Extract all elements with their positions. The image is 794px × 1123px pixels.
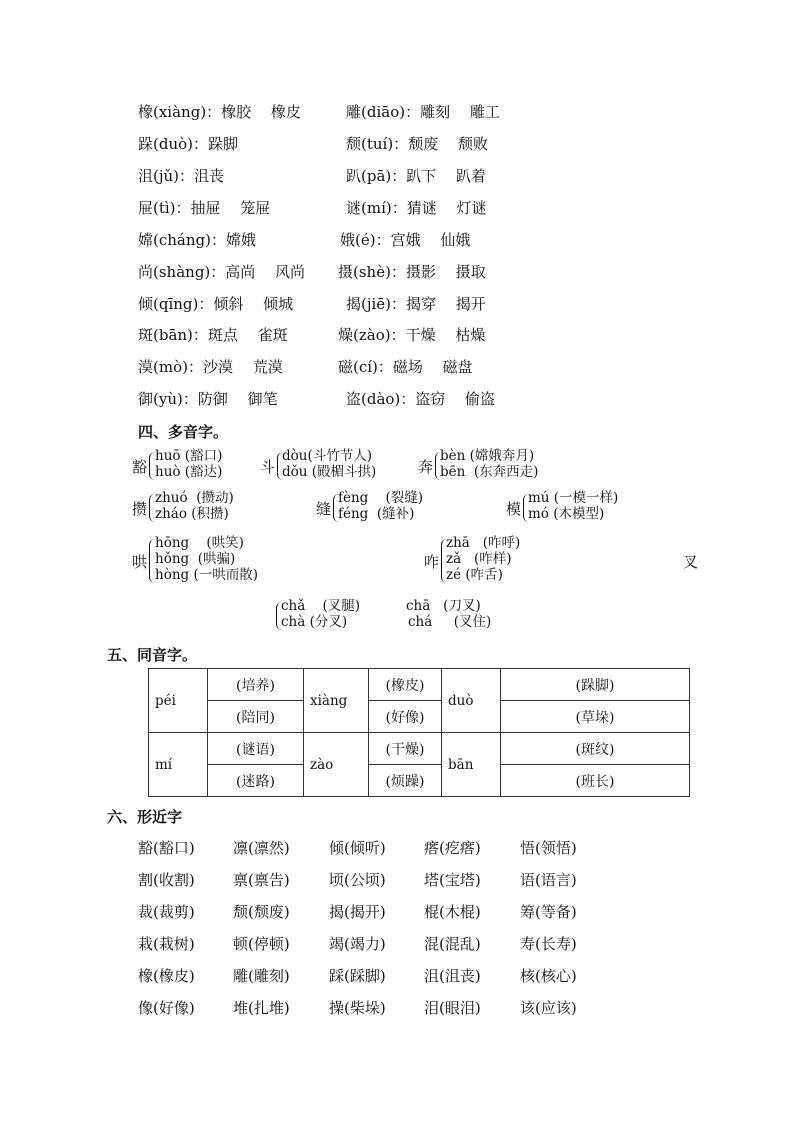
polyphone-reading: chā (刀叉) [406,598,481,614]
polyphone-reading: zé (咋舌) [446,567,503,583]
polyphone-reading: dòu(斗竹节人) [282,448,372,464]
similar-item: 橡(橡皮) [138,967,195,985]
polyphone-char: 豁 [132,458,148,476]
similar-item: 操(柴垛) [329,999,386,1017]
similar-item: 堆(扎堆) [233,999,290,1017]
word-cell: (斑纹) [501,733,690,765]
polyphone-char: 咋 [424,553,440,571]
similar-item: 泪(眼泪) [424,999,481,1017]
similar-item: 豁(豁口) [138,839,195,857]
word-entry-right: 谜(mí)：猜谜 灯谜 [346,199,487,217]
word-entry-left: 漠(mò)：沙漠 荒漠 [138,358,283,376]
word-entry-right: 揭(jiē)：揭穿 揭开 [346,295,486,313]
word-cell: (烦躁) [369,765,442,797]
word-cell: (好像) [369,701,442,733]
word-entry-left: 御(yù)：防御 御笔 [138,390,278,408]
word-entry-left: 沮(jǔ)：沮丧 [138,167,225,185]
similar-item: 揭(揭开) [329,903,386,921]
word-entry-right: 磁(cí)：磁场 磁盘 [338,358,473,376]
polyphone-reading: mó (木模型) [528,506,605,522]
similar-item: 语(语言) [520,871,577,889]
word-entry-right: 摄(shè)：摄影 摄取 [338,263,486,281]
polyphone-reading: hōng (哄笑) [155,535,244,551]
polyphone-reading: bèn (嫦娥奔月) [440,448,535,464]
similar-item: 雕(雕刻) [233,967,290,985]
word-entry-left: 橡(xiàng)：橡胶 橡皮 [138,103,301,121]
pinyin-cell: duò [442,669,501,733]
word-entry-right: 颓(tuí)：颓废 颓败 [346,135,488,153]
polyphone-reading: féng (缝补) [338,506,415,522]
polyphone-char: 模 [506,500,522,518]
homophone-table [148,668,690,797]
polyphone-reading: huō (豁口) [155,448,223,464]
polyphone-char: 哄 [132,553,148,571]
similar-item: 竭(竭力) [329,935,386,953]
similar-item: 凛(凛然) [233,839,290,857]
word-entry-right: 盗(dào)：盗窃 偷盗 [346,390,496,408]
similar-item: 裁(裁剪) [138,903,195,921]
similar-item: 悟(领悟) [520,839,577,857]
similar-item: 筹(等备) [520,903,577,921]
word-entry-left: 跺(duò)：跺脚 [138,135,238,153]
word-cell: (草垛) [501,701,690,733]
similar-item: 沮(沮丧) [424,967,481,985]
word-cell: (迷路) [208,765,304,797]
polyphone-char: 奔 [418,458,434,476]
pinyin-cell: mí [149,733,208,797]
similar-item: 棍(木棍) [424,903,481,921]
similar-item: 混(混乱) [424,935,481,953]
polyphone-reading: chǎ (叉腿) [281,598,361,614]
similar-item: 寿(长寿) [520,935,577,953]
word-entry-right: 燥(zào)：干燥 枯燥 [338,326,486,344]
polyphone-reading: dǒu (殿楣斗拱) [282,464,377,480]
word-entry-left: 尚(shàng)：高尚 风尚 [138,263,306,281]
polyphone-reading: chà (分叉) [281,614,348,630]
word-entry-left: 嫦(cháng)：嫦娥 [138,231,256,249]
polyphone-reading: zháo (积攒) [155,506,229,522]
similar-item: 顿(停顿) [233,935,290,953]
polyphone-reading: fèng (裂缝) [338,490,424,506]
word-entry-left: 倾(qīng)：倾斜 倾城 [138,295,294,313]
polyphone-reading: chá (叉住) [408,614,492,630]
similar-item: 踩(踩脚) [329,967,386,985]
word-cell: (谜语) [208,733,304,765]
polyphone-char: 叉 [683,553,699,571]
polyphone-reading: zhuó (攒动) [155,490,234,506]
word-entry-left: 屉(tì)：抽屉 笼屉 [138,199,271,217]
similar-item: 瘩(疙瘩) [424,839,481,857]
similar-item: 顷(公顷) [329,871,386,889]
word-cell: (培养) [208,669,304,701]
word-entry-left: 斑(bān)：斑点 雀斑 [138,326,288,344]
similar-item: 该(应该) [520,999,577,1017]
polyphone-reading: huò (豁达) [155,464,223,480]
word-cell: (橡皮) [369,669,442,701]
polyphone-reading: zhā (咋呼) [446,535,521,551]
section-heading-homophones: 五、同音字。 [107,646,198,664]
similar-item: 核(核心) [520,967,577,985]
pinyin-cell: péi [149,669,208,733]
similar-item: 颓(颓废) [233,903,290,921]
word-cell: (班长) [501,765,690,797]
similar-item: 禀(禀告) [233,871,290,889]
polyphone-reading: hòng (一哄而散) [155,567,258,583]
table-row [149,733,690,765]
table-row [149,669,690,701]
polyphone-reading: mú (一模一样) [528,490,619,506]
word-entry-right: 娥(é)：宫娥 仙娥 [340,231,471,249]
word-cell: (干燥) [369,733,442,765]
polyphone-char: 斗 [260,458,276,476]
similar-item: 像(好像) [138,999,195,1017]
pinyin-cell: xiàng [304,669,369,733]
pinyin-cell: bān [442,733,501,797]
table-row [149,765,690,797]
polyphone-char: 缝 [316,500,332,518]
similar-item: 割(收割) [138,871,195,889]
similar-item: 塔(宝塔) [424,871,481,889]
pinyin-cell: zào [304,733,369,797]
section-heading-polyphones: 四、多音字。 [138,423,229,441]
polyphone-reading: zǎ (咋样) [446,551,512,567]
word-entry-right: 趴(pā)：趴下 趴着 [346,167,487,185]
similar-item: 栽(栽树) [138,935,195,953]
polyphone-reading: bēn (东奔西走) [440,464,539,480]
table-row [149,701,690,733]
word-entry-right: 雕(diāo)：雕刻 雕工 [346,103,500,121]
section-heading-similar-chars: 六、形近字 [107,808,183,826]
similar-item: 倾(倾听) [329,839,386,857]
polyphone-char: 攒 [132,500,148,518]
polyphone-reading: hǒng (哄骗) [155,551,236,567]
word-cell: (跺脚) [501,669,690,701]
word-cell: (陪同) [208,701,304,733]
